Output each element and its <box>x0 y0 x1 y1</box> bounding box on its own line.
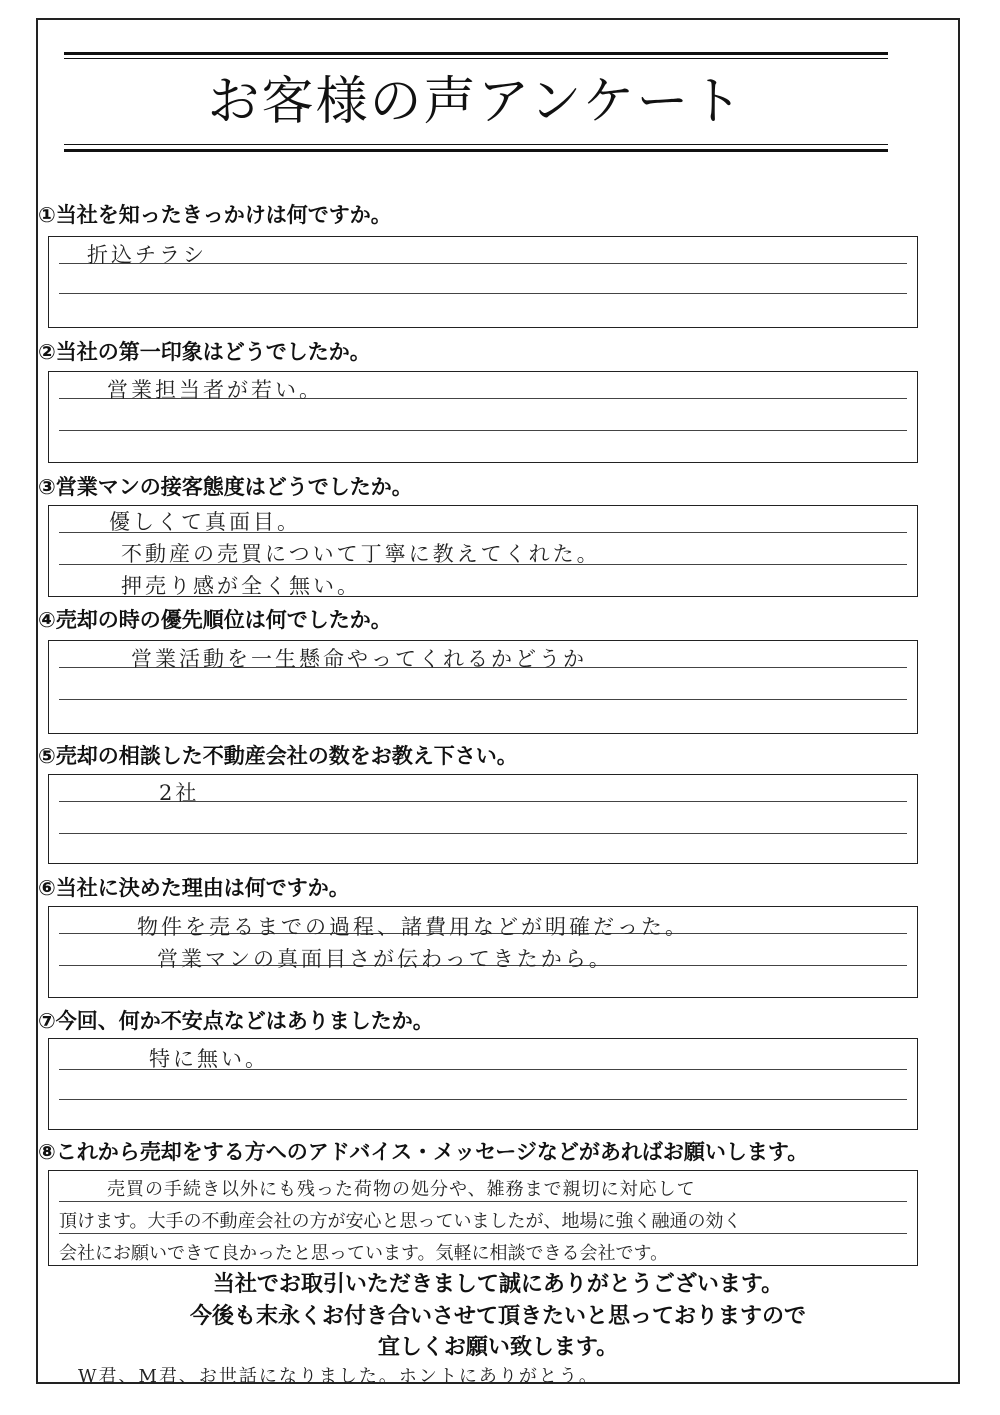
answer-7-text-1: 特に無い。 <box>149 1047 269 1071</box>
answer-box-5 <box>48 774 918 864</box>
answer-1-text-1: 折込チラシ <box>87 243 207 267</box>
question-6: ⑥当社に決めた理由は何ですか。 <box>38 876 350 900</box>
answer-3-text-2: 不動産の売買について丁寧に教えてくれた。 <box>121 542 601 566</box>
answer-box-4 <box>48 640 918 734</box>
question-5: ⑤売却の相談した不動産会社の数をお教え下さい。 <box>38 744 518 768</box>
title-rule-bottom <box>64 149 888 152</box>
title-rule-top-thin <box>64 58 888 59</box>
footer-handwritten-note: W君、M君、お世話になりました。ホントにありがとう。 <box>78 1366 599 1387</box>
answer-box-7 <box>48 1038 918 1130</box>
answer-3-text-3: 押売り感が全く無い。 <box>121 574 361 598</box>
answer-3-text-1: 優しくて真面目。 <box>109 510 301 534</box>
answer-box-6 <box>48 906 918 998</box>
answer-line <box>59 1201 907 1202</box>
answer-box-2 <box>48 371 918 463</box>
question-2: ②当社の第一印象はどうでしたか。 <box>38 340 371 364</box>
answer-box-3 <box>48 505 918 597</box>
title-rule-bottom-thin <box>64 144 888 145</box>
title-rule-top <box>64 52 888 55</box>
answer-line <box>59 430 907 431</box>
question-4: ④売却の時の優先順位は何でしたか。 <box>38 608 392 632</box>
question-3: ③営業マンの接客態度はどうでしたか。 <box>38 475 413 499</box>
answer-box-8 <box>48 1170 918 1266</box>
answer-4-text-1: 営業活動を一生懸命やってくれるかどうか <box>131 647 587 671</box>
question-8: ⑧これから売却をする方へのアドバイス・メッセージなどがあればお願いします。 <box>38 1140 809 1164</box>
closing-line-3: 宜しくお願い致します。 <box>377 1335 619 1360</box>
answer-line <box>59 1099 907 1100</box>
answer-line <box>59 833 907 834</box>
answer-line <box>59 699 907 700</box>
answer-line <box>59 1233 907 1234</box>
answer-8-text-3: 会社にお願いできて良かったと思っています。気軽に相談できる会社です。 <box>59 1243 669 1264</box>
answer-line <box>59 293 907 294</box>
answer-8-text-1: 売買の手続き以外にも残った荷物の処分や、雑務まで親切に対応して <box>107 1179 696 1200</box>
question-7: ⑦今回、何か不安点などはありましたか。 <box>38 1009 434 1033</box>
answer-2-text-1: 営業担当者が若い。 <box>107 378 323 402</box>
closing-line-1: 当社でお取引いただきまして誠にありがとうございます。 <box>212 1272 784 1297</box>
answer-8-text-2: 頂けます。大手の不動産会社の方が安心と思っていましたが、地場に強く融通の効く <box>59 1211 742 1232</box>
answer-6-text-1: 物件を売るまでの過程、諸費用などが明確だった。 <box>137 915 689 939</box>
question-1: ①当社を知ったきっかけは何ですか。 <box>38 203 392 227</box>
page-title: お客様の声アンケート <box>207 72 745 132</box>
answer-6-text-2: 営業マンの真面目さが伝わってきたから。 <box>157 947 613 971</box>
answer-5-text-1: 2社 <box>159 781 200 805</box>
answer-box-1 <box>48 236 918 328</box>
closing-line-2: 今後も末永くお付き合いさせて頂きたいと思っておりますので <box>189 1304 806 1329</box>
